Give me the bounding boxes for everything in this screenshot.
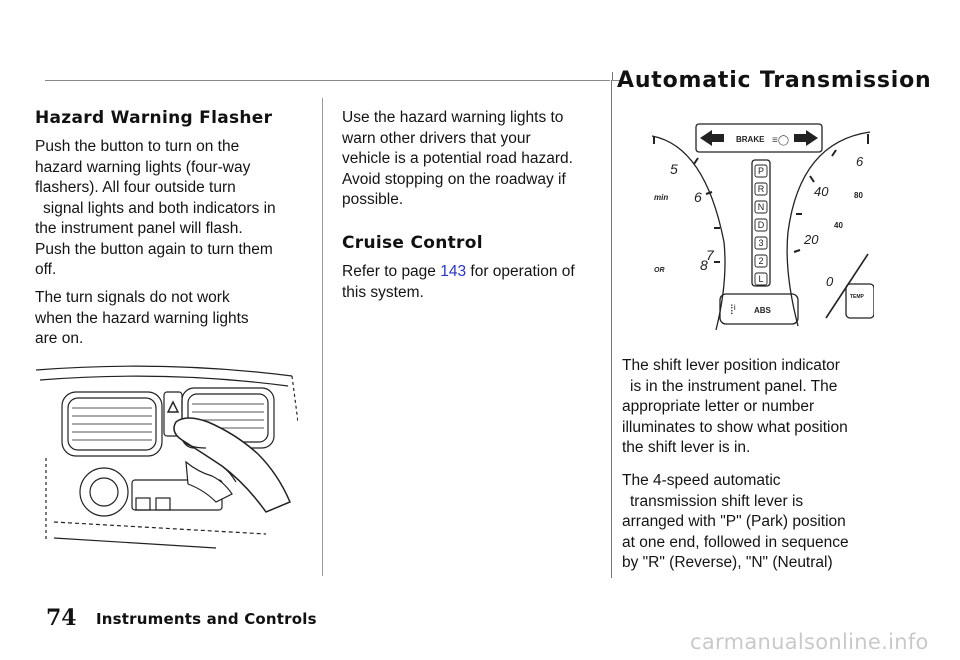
- page-link-143[interactable]: 143: [440, 263, 467, 280]
- text-line: possible.: [342, 191, 404, 208]
- hazard-paragraph-2: [35, 288, 249, 350]
- shift-position-n: N: [757, 202, 765, 212]
- hazard-usage-paragraph: [342, 108, 573, 211]
- text-line: this system.: [342, 283, 424, 301]
- text-line: off.: [35, 261, 57, 278]
- svg-text:⁞ⁱ: ⁞ⁱ: [730, 302, 736, 317]
- shift-indicator-paragraph: [622, 356, 848, 459]
- shift-position-r: R: [757, 184, 765, 194]
- shift-position-p: P: [757, 166, 765, 176]
- top-rule: [45, 80, 610, 81]
- temp-label: TEMP: [850, 294, 864, 300]
- speed-number: 20: [804, 232, 819, 247]
- tach-number-8: 8: [700, 257, 708, 273]
- text-line: Push the button to turn on the: [35, 138, 240, 155]
- watermark-text: carmanualsonline.info: [690, 630, 929, 654]
- hazard-switch-illustration: [36, 362, 298, 576]
- column-divider-left: [322, 98, 323, 576]
- text-line: arranged with "P" (Park) position: [622, 513, 846, 530]
- tach-number-7: 7: [706, 247, 714, 263]
- shift-position-3: 3: [758, 238, 764, 248]
- text-line: Push the button again to turn them: [35, 240, 273, 258]
- text-line: appropriate letter or number: [622, 398, 815, 415]
- text-line: vehicle is a potential road hazard.: [342, 150, 573, 167]
- text-line: illuminates to show what position: [622, 418, 848, 436]
- text-line: when the hazard warning lights: [35, 309, 249, 327]
- text-line: flashers). All four outside turn: [35, 179, 236, 196]
- text-line: hazard warning lights (four-way: [35, 158, 251, 176]
- svg-text:≡◯: ≡◯: [772, 135, 790, 146]
- tach-number-5: 5: [670, 161, 678, 177]
- tach-number-6: 6: [694, 189, 702, 205]
- instrument-cluster-illustration: [650, 122, 874, 332]
- shift-position-d: D: [757, 220, 765, 230]
- speed-number: 0: [826, 274, 834, 289]
- text-line: the shift lever is in.: [622, 439, 751, 456]
- shift-position-2: 2: [758, 256, 764, 266]
- column-tick: [612, 72, 613, 80]
- text-line: Use the hazard warning lights to: [342, 109, 564, 126]
- speed-number: 40: [834, 221, 843, 230]
- page-section-title: Automatic Transmission: [617, 68, 932, 93]
- text-line: by "R" (Reverse), "N" (Neutral): [622, 554, 833, 571]
- text-line: transmission shift lever is: [630, 492, 804, 510]
- text-line: signal lights and both indicators in: [43, 199, 276, 217]
- or-label: OR: [654, 267, 665, 274]
- text-line: The 4-speed automatic: [622, 472, 781, 489]
- brake-label: BRAKE: [736, 135, 765, 144]
- shift-position-l: L: [758, 274, 764, 284]
- page-number: 74: [46, 605, 77, 631]
- text-line: Avoid stopping on the roadway if: [342, 170, 566, 188]
- text-fragment: Refer to page: [342, 263, 441, 280]
- text-line: The shift lever position indicator: [622, 357, 840, 374]
- text-line: The turn signals do not work: [35, 289, 230, 306]
- hazard-paragraph-1: [35, 137, 276, 281]
- text-line: [342, 262, 575, 283]
- abs-label: ABS: [754, 306, 771, 315]
- min-label: min: [654, 193, 669, 202]
- column-divider-right: [611, 80, 612, 578]
- footer-section-name: Instruments and Controls: [96, 610, 317, 628]
- text-line: the instrument panel will flash.: [35, 220, 243, 237]
- text-line: warn other drivers that your: [342, 129, 531, 147]
- text-line: are on.: [35, 330, 84, 347]
- speed-number: 6: [856, 154, 864, 169]
- text-line: is in the instrument panel. The: [630, 377, 838, 395]
- shift-lever-paragraph: [622, 471, 849, 574]
- text-fragment: for operation of: [466, 263, 575, 280]
- cruise-control-heading: Cruise Control: [342, 233, 483, 253]
- hazard-heading: Hazard Warning Flasher: [35, 108, 273, 128]
- speed-number: 40: [814, 184, 829, 199]
- text-line: at one end, followed in sequence: [622, 533, 849, 551]
- cruise-control-paragraph: [342, 262, 575, 303]
- speed-number: 80: [854, 191, 863, 200]
